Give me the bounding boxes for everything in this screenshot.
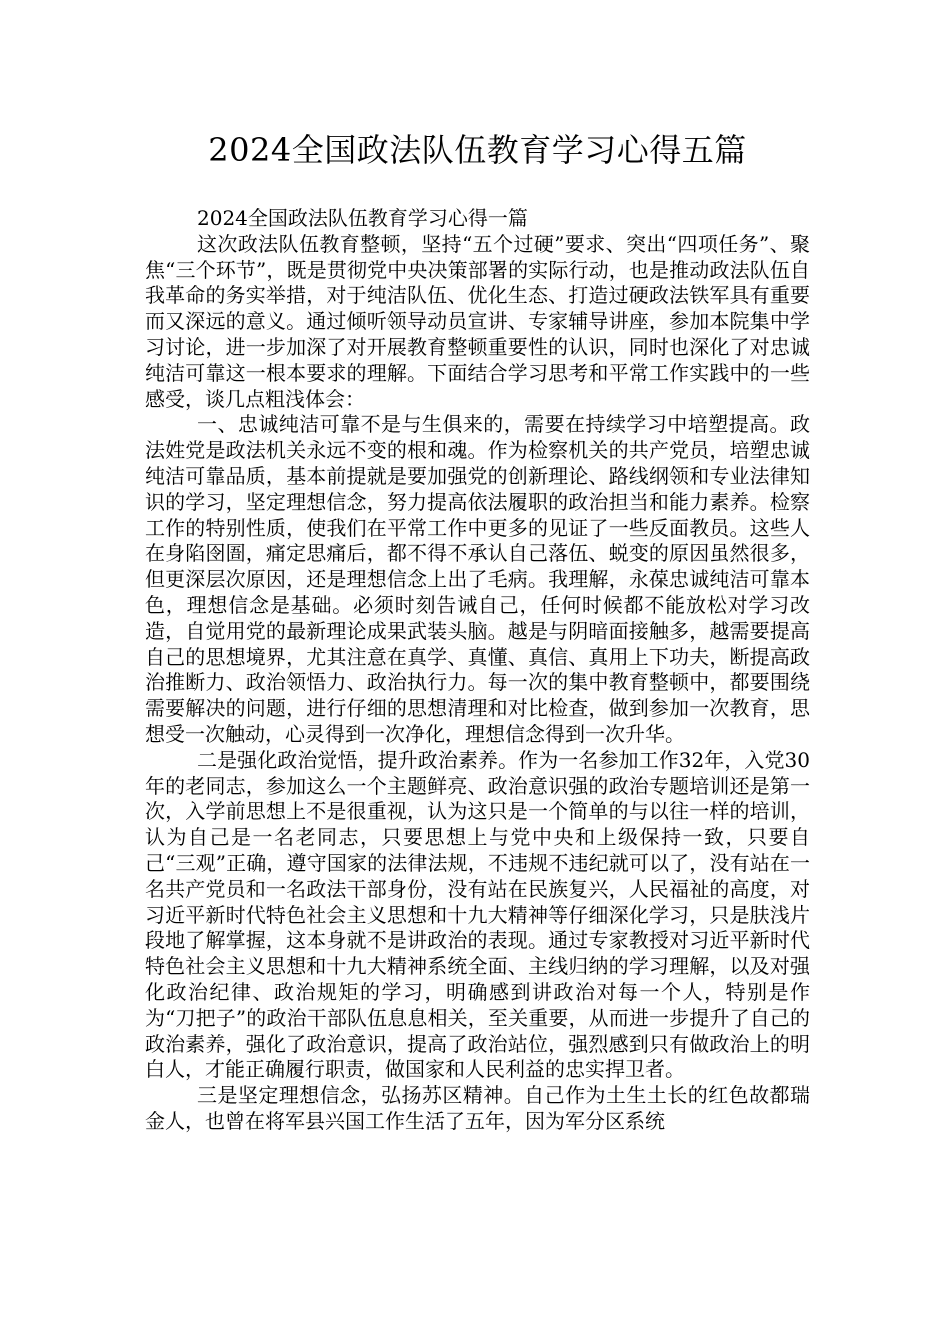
document-title: 2024全国政法队伍教育学习心得五篇 — [208, 131, 747, 169]
section-heading: 2024全国政法队伍教育学习心得一篇 — [197, 206, 528, 230]
paragraph-intro: 这次政法队伍教育整顿，坚持“五个过硬”要求、突出“四项任务”、聚焦“三个环节”，既是贯彻党中央决策部署的实际行动，也是推动政法队伍自我革命的务实举措，对于纯洁队伍、优化生态、打造过硬政法铁军具有重要而又深远的意义。通过倾听领导动员宣讲、专家辅导讲座，参加本院集中学习讨论，进一步加深了对开展教育整顿重要性的认识，同时也深化了对忠诚纯洁可靠这一根本要求的理解。下面结合学习思考和平常工作实践中的一些感受，谈几点粗浅体会： — [145, 231, 810, 411]
document-page — [145, 128, 810, 1135]
paragraph-point-two: 二是强化政治觉悟，提升政治素养。作为一名参加工作32年，入党30年的老同志，参加这么一个主题鲜亮、政治意识强的政治专题培训还是第一次，入学前思想上不是很重视，认为这只是一个简单的与以往一样的培训，认为自己是一名老同志，只要思想上与党中央和上级保持一致，只要自己“三观”正确，遵守国家的法律法规，不违规不违纪就可以了，没有站在一名共产党员和一名政法干部身份，没有站在民族复兴，人民福祉的高度，对习近平新时代特色社会主义思想和十九大精神等仔细深化学习，只是肤浅片段地了解掌握，这本身就不是讲政治的表现。通过专家教授对习近平新时代特色社会主义思想和十九大精神系统全面、主线归纳的学习理解，以及对强化政治纪律、政治规矩的学习，明确感到讲政治对每一个人，特别是作为“刀把子”的政治干部队伍息息相关，至关重要，从而进一步提升了自己的政治素养，强化了政治意识，提高了政治站位，强烈感到只有做政治上的明白人，才能正确履行职责，做国家和人民利益的忠实捍卫者。 — [145, 747, 810, 1082]
paragraph-point-three: 三是坚定理想信念，弘扬苏区精神。自己作为土生土长的红色故都瑞金人，也曾在将军县兴国工作生活了五年，因为军分区系统 — [145, 1083, 810, 1133]
paragraph-point-one: 一、忠诚纯洁可靠不是与生俱来的，需要在持续学习中培塑提高。政法姓党是政法机关永远不变的根和魂。作为检察机关的共产党员，培塑忠诚纯洁可靠品质，基本前提就是要加强党的创新理论、路线纲领和专业法律知识的学习，坚定理想信念，努力提高依法履职的政治担当和能力素养。检察工作的特别性质，使我们在平常工作中更多的见证了一些反面教员。这些人在身陷囹圄，痛定思痛后，都不得不承认自己落伍、蜕变的原因虽然很多，但更深层次原因，还是理想信念上出了毛病。我理解，永葆忠诚纯洁可靠本色，理想信念是基础。必须时刻告诫自己，任何时候都不能放松对学习改造，自觉用党的最新理论成果武装头脑。越是与阴暗面接触多，越需要提高自己的思想境界，尤其注意在真学、真懂、真信、真用上下功夫，断提高政治推断力、政治领悟力、政治执行力。每一次的集中教育整顿中，都要围绕需要解决的问题，进行仔细的思想清理和对比检查，做到参加一次教育，思想受一次触动，心灵得到一次净化，理想信念得到一次升华。 — [145, 412, 810, 746]
